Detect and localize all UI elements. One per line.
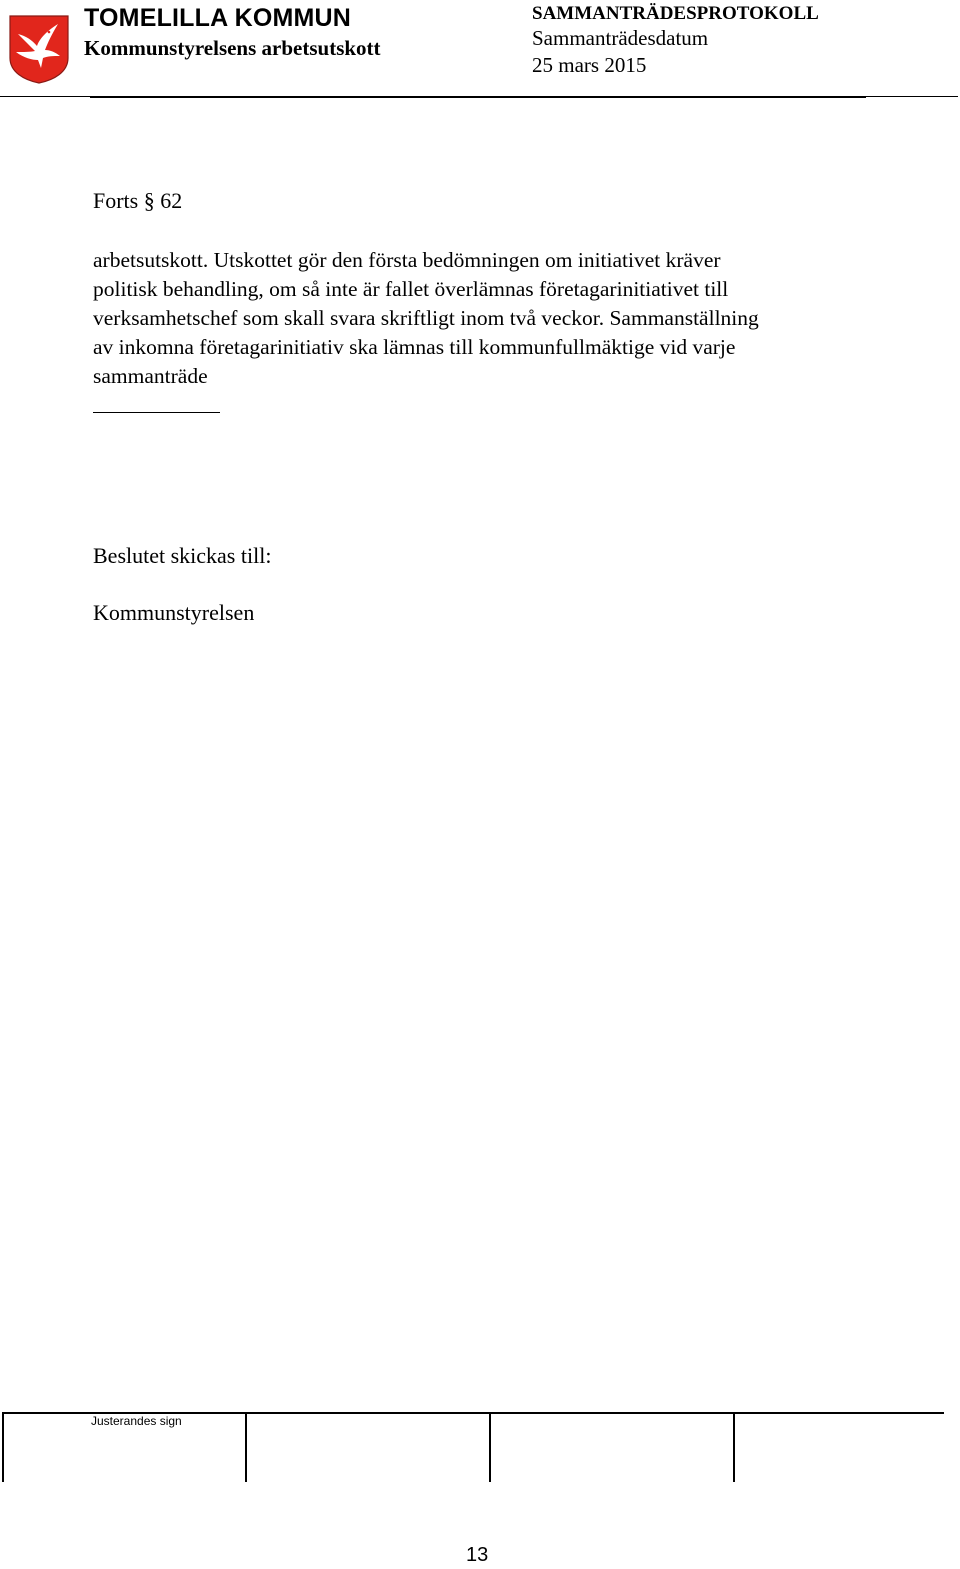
signature-cell-divider [733,1412,735,1482]
signature-cell-divider [245,1412,247,1482]
coat-of-arms-icon [8,14,70,84]
header-divider-thick [90,96,866,98]
body-line: arbetsutskott. Utskottet gör den första bedömningen om initiativet kräver [93,248,721,272]
body-paragraph [93,246,873,391]
meeting-date-label: Sammanträdesdatum [532,26,709,50]
body-line: politisk behandling, om så inte är fallet överlämnas företagarinitiativet till [93,277,729,301]
distribution-label: Beslutet skickas till: [93,543,272,568]
body-line: verksamhetschef som skall svara skriftligt inom två veckor. Sammanställning [93,306,759,330]
section-title: Forts § 62 [93,188,183,213]
body-line: sammanträde [93,364,208,388]
page-number: 13 [466,1544,489,1566]
body-line: av inkomna företagarinitiativ ska lämnas till kommunfullmäktige vid varje [93,335,736,359]
document-type: SAMMANTRÄDESPROTOKOLL [532,3,819,24]
signature-cell-divider [489,1412,491,1482]
distribution-recipient: Kommunstyrelsen [93,600,255,625]
committee-name: Kommunstyrelsens arbetsutskott [84,36,381,60]
signature-label: Justerandes sign [91,1414,182,1428]
organization-name: TOMELILLA KOMMUN [84,4,352,32]
meeting-date: 25 mars 2015 [532,53,647,77]
section-end-divider [93,412,220,413]
signature-cell-divider [2,1412,4,1482]
